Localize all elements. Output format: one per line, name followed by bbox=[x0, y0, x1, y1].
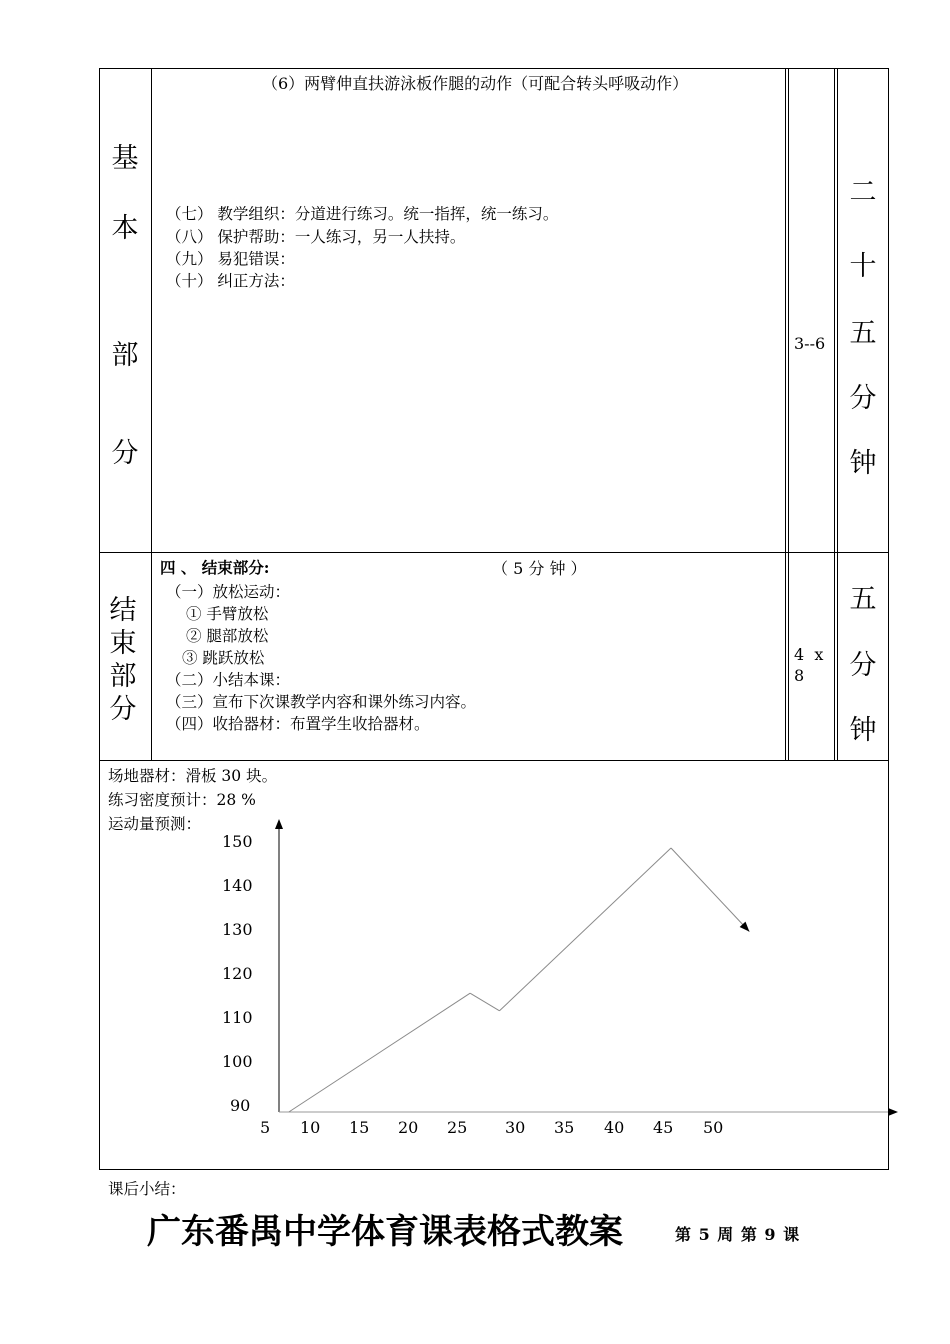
end-item-6: （三）宣布下次课教学内容和课外练习内容。 bbox=[166, 693, 477, 711]
end-item-3: ② 腿部放松 bbox=[186, 627, 269, 645]
x-tick-20: 20 bbox=[398, 1118, 419, 1137]
end-item-7: （四）收拾器材：布置学生收拾器材。 bbox=[166, 715, 430, 733]
y-tick-100: 100 bbox=[222, 1052, 253, 1071]
end-item-1: （一）放松运动： bbox=[166, 583, 291, 601]
x-tick-35: 35 bbox=[554, 1118, 575, 1137]
y-tick-120: 120 bbox=[222, 964, 253, 983]
y-tick-140: 140 bbox=[222, 876, 253, 895]
basic-time-char-5: 钟 bbox=[849, 448, 877, 479]
end-time-char-1: 五 bbox=[849, 584, 877, 615]
basic-label-char-3: 部 bbox=[111, 340, 139, 371]
chart-axes bbox=[275, 819, 898, 1116]
end-label-char-4: 分 bbox=[109, 694, 137, 725]
basic-item-8: （八） 保护帮助：一人练习，另一人扶持。 bbox=[166, 228, 466, 246]
density-text: 练习密度预计：28 % bbox=[108, 791, 256, 809]
end-item-2: ① 手臂放松 bbox=[186, 605, 269, 623]
basic-item-6: （6）两臂伸直扶游泳板作腿的动作（可配合转头呼吸动作） bbox=[262, 74, 689, 93]
page-title: 广东番禺中学体育课表格式教案 bbox=[147, 1212, 623, 1252]
basic-time-char-1: 二 bbox=[849, 177, 877, 208]
x-tick-30: 30 bbox=[505, 1118, 526, 1137]
end-time-char-3: 钟 bbox=[849, 715, 877, 746]
series-0-segment-3 bbox=[671, 848, 749, 932]
x-tick-50: 50 bbox=[703, 1118, 724, 1137]
x-tick-25: 25 bbox=[447, 1118, 468, 1137]
y-axis-arrow bbox=[275, 819, 283, 829]
series-0-segment-1 bbox=[470, 993, 499, 1011]
basic-item-10: （十） 纠正方法： bbox=[166, 272, 295, 290]
basic-item-9: （九） 易犯错误： bbox=[166, 250, 295, 268]
series-0-segment-2 bbox=[500, 848, 672, 1011]
end-item-5: （二）小结本课： bbox=[166, 671, 291, 689]
series-0-segment-0 bbox=[289, 993, 470, 1112]
y-tick-110: 110 bbox=[222, 1008, 253, 1027]
x-tick-45: 45 bbox=[653, 1118, 674, 1137]
y-tick-90: 90 bbox=[230, 1096, 251, 1115]
x-axis-arrow bbox=[888, 1108, 898, 1116]
end-reps-line-2: 8 bbox=[794, 666, 805, 685]
equipment-text: 场地器材：滑板 30 块。 bbox=[108, 767, 278, 785]
basic-label-char-4: 分 bbox=[111, 438, 139, 469]
week-lesson: 第 5 周 第 9 课 bbox=[675, 1225, 801, 1244]
basic-time-char-2: 十 bbox=[849, 251, 877, 282]
end-heading: 四 、 结束部分: bbox=[160, 558, 270, 577]
basic-label-char-2: 本 bbox=[111, 213, 139, 244]
basic-item-7: （七） 教学组织：分道进行练习。统一指挥，统一练习。 bbox=[166, 205, 559, 223]
y-tick-150: 150 bbox=[222, 832, 253, 851]
basic-reps: 3--6 bbox=[794, 334, 826, 353]
end-label-char-2: 束 bbox=[109, 628, 137, 659]
end-label-char-3: 部 bbox=[109, 661, 137, 692]
x-tick-40: 40 bbox=[604, 1118, 625, 1137]
x-tick-5: 5 bbox=[260, 1118, 271, 1137]
basic-time-char-4: 分 bbox=[849, 383, 877, 414]
end-item-4: ③ 跳跃放松 bbox=[182, 649, 265, 667]
chart-lines bbox=[289, 848, 750, 1112]
load-label: 运动量预测： bbox=[108, 815, 202, 833]
summary-label: 课后小结： bbox=[108, 1180, 186, 1198]
x-tick-10: 10 bbox=[300, 1118, 321, 1137]
end-duration: （ 5 分 钟 ） bbox=[492, 559, 587, 578]
y-tick-130: 130 bbox=[222, 920, 253, 939]
end-time-char-2: 分 bbox=[849, 650, 877, 681]
basic-label-char-1: 基 bbox=[111, 143, 139, 174]
end-label-char-1: 结 bbox=[109, 595, 137, 626]
basic-time-char-3: 五 bbox=[849, 318, 877, 349]
end-reps-line-1: 4 x bbox=[794, 645, 824, 664]
x-tick-15: 15 bbox=[349, 1118, 370, 1137]
